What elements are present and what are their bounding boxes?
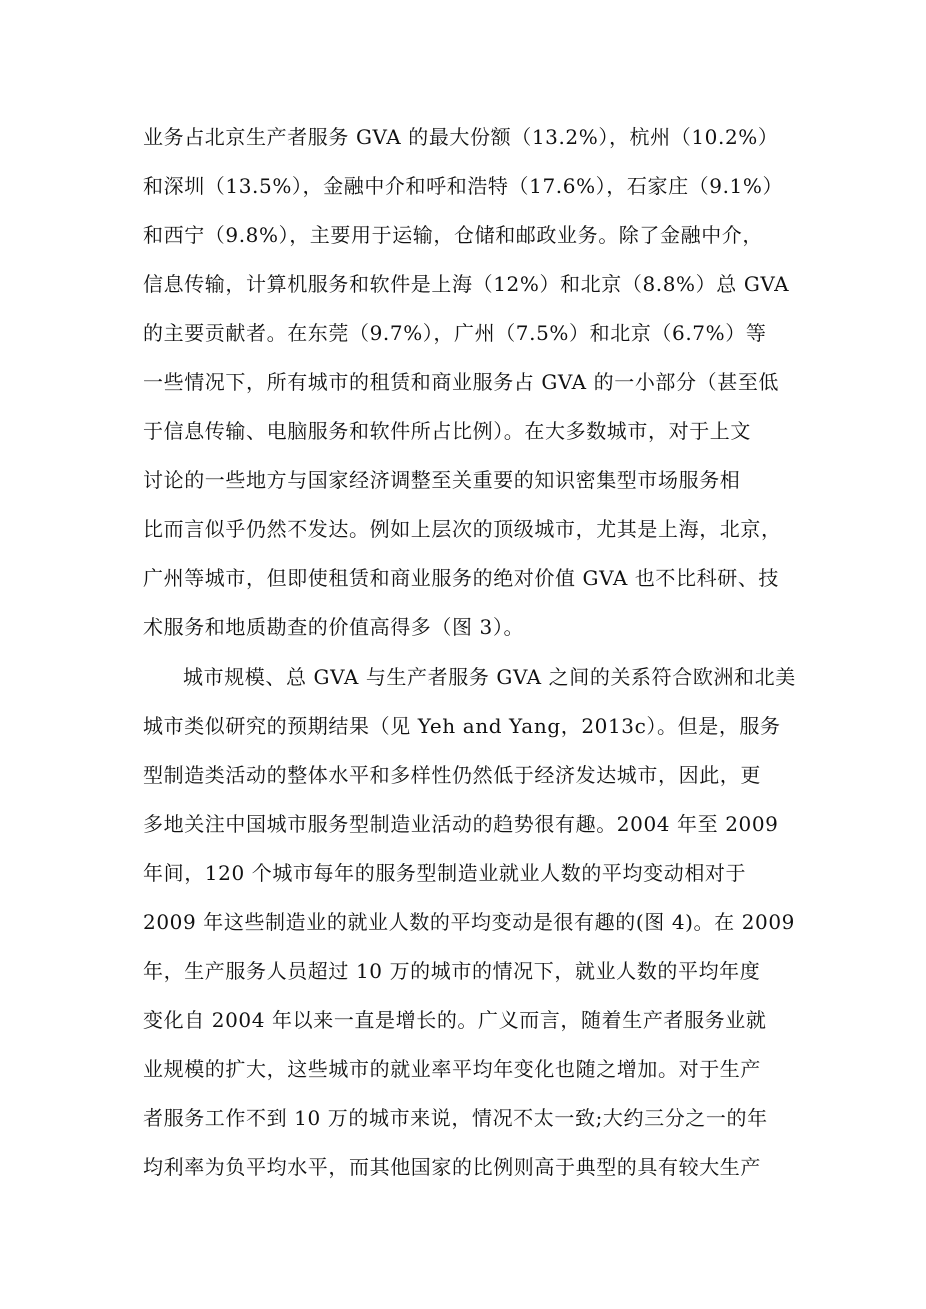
text-line: 术服务和地质勘查的价值高得多（图 3）。 xyxy=(143,615,525,639)
text-line: 业务占北京生产者服务 GVA 的最大份额（13.2%），杭州（10.2%） xyxy=(143,125,779,149)
text-line: 和西宁（9.8%），主要用于运输，仓储和邮政业务。除了金融中介， xyxy=(143,223,764,247)
text-line: 2009 年这些制造业的就业人数的平均变动是很有趣的(图 4)。在 2009 xyxy=(143,910,795,934)
paragraph-first-line: 城市规模、总 GVA 与生产者服务 GVA 之间的关系符合欧洲和北美 xyxy=(183,665,796,689)
text-line: 于信息传输、电脑服务和软件所占比例）。在大多数城市，对于上文 xyxy=(143,419,751,443)
text-line: 型制造类活动的整体水平和多样性仍然低于经济发达城市，因此，更 xyxy=(143,763,761,787)
text-line: 者服务工作不到 10 万的城市来说，情况不太一致;大约三分之一的年 xyxy=(143,1106,768,1130)
text-line: 一些情况下，所有城市的租赁和商业服务占 GVA 的一小部分（甚至低 xyxy=(143,370,780,394)
text-line: 年，生产服务人员超过 10 万的城市的情况下，就业人数的平均年度 xyxy=(143,959,761,983)
text-line: 变化自 2004 年以来一直是增长的。广义而言，随着生产者服务业就 xyxy=(143,1008,767,1032)
text-line: 广州等城市，但即使租赁和商业服务的绝对价值 GVA 也不比科研、技 xyxy=(143,566,780,590)
text-line: 多地关注中国城市服务型制造业活动的趋势很有趣。2004 年至 2009 xyxy=(143,812,779,836)
text-line: 信息传输，计算机服务和软件是上海（12%）和北京（8.8%）总 GVA xyxy=(143,272,790,296)
text-line: 比而言似乎仍然不发达。例如上层次的顶级城市，尤其是上海，北京， xyxy=(143,517,782,541)
text-line: 均利率为负平均水平，而其他国家的比例则高于典型的具有较大生产 xyxy=(143,1155,761,1179)
text-line: 的主要贡献者。在东莞（9.7%），广州（7.5%）和北京（6.7%）等 xyxy=(143,321,767,345)
text-line: 年间，120 个城市每年的服务型制造业就业人数的平均变动相对于 xyxy=(143,861,747,885)
text-line: 业规模的扩大，这些城市的就业率平均年变化也随之增加。对于生产 xyxy=(143,1057,761,1081)
text-line: 讨论的一些地方与国家经济调整至关重要的知识密集型市场服务相 xyxy=(143,468,741,492)
text-line: 和深圳（13.5%），金融中介和呼和浩特（17.6%），石家庄（9.1%） xyxy=(143,174,784,198)
text-line: 城市类似研究的预期结果（见 Yeh and Yang，2013c）。但是，服务 xyxy=(143,714,781,738)
